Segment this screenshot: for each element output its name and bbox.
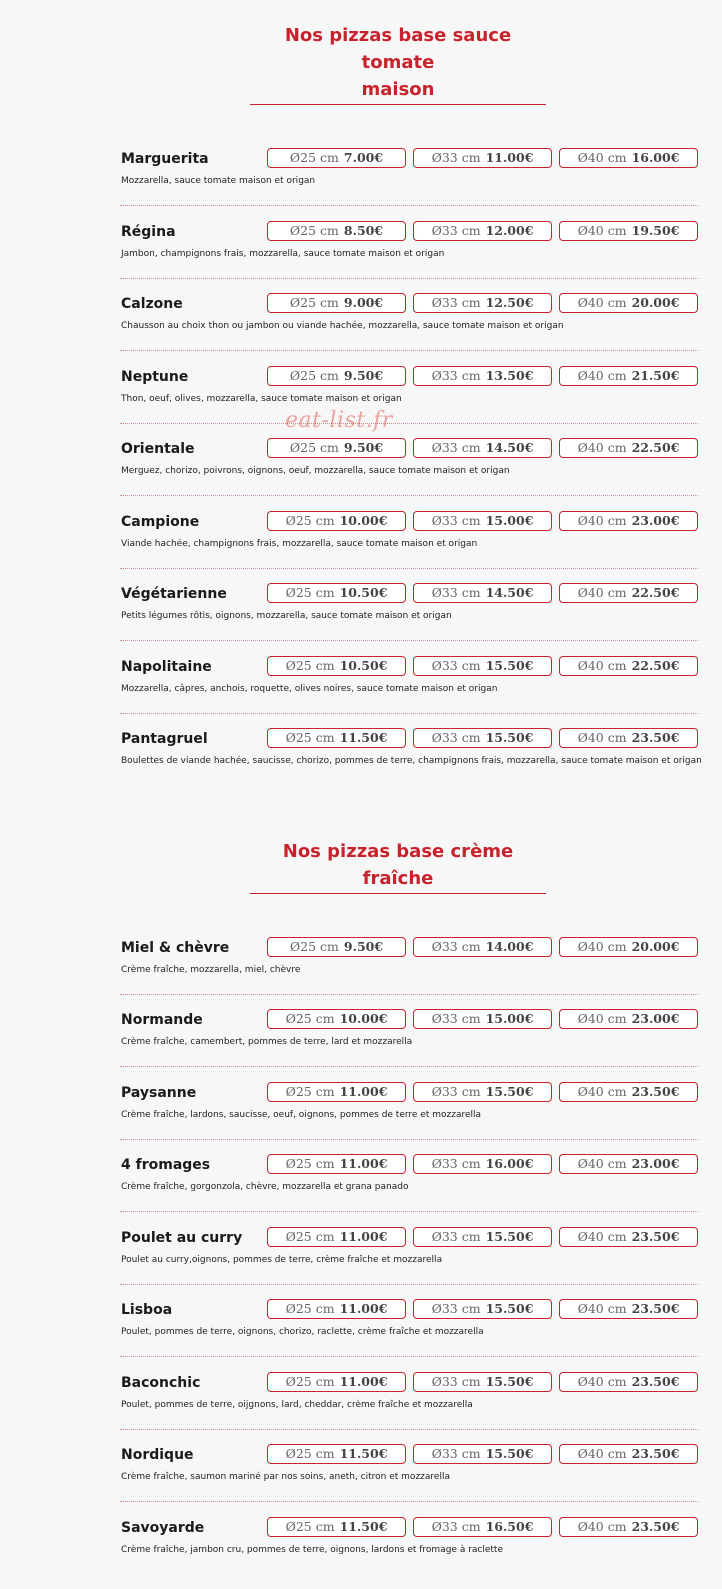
divider bbox=[120, 1211, 698, 1212]
price-amount: 13.50€ bbox=[486, 368, 534, 383]
item-header bbox=[120, 148, 698, 168]
size-label: Ø33 cm bbox=[432, 658, 481, 673]
size-label: Ø40 cm bbox=[578, 1084, 627, 1099]
divider bbox=[120, 994, 698, 995]
pizza-name: Neptune bbox=[121, 367, 188, 387]
price-option[interactable] bbox=[559, 1372, 698, 1392]
price-amount: 23.00€ bbox=[632, 513, 680, 528]
price-option[interactable] bbox=[559, 511, 698, 531]
price-amount: 16.00€ bbox=[632, 150, 680, 165]
price-option[interactable] bbox=[413, 656, 552, 676]
size-label: Ø33 cm bbox=[432, 223, 481, 238]
pizza-name: Normande bbox=[121, 1010, 203, 1030]
pizza-name: Calzone bbox=[121, 294, 183, 314]
pizza-description: Petits légumes rôtis, oignons, mozzarella, sauce tomate maison et origan bbox=[121, 610, 452, 622]
size-label: Ø25 cm bbox=[290, 440, 339, 455]
divider bbox=[120, 640, 698, 641]
price-option[interactable] bbox=[559, 221, 698, 241]
price-option[interactable] bbox=[267, 148, 406, 168]
pizza-description: Crème fraîche, lardons, saucisse, oeuf, oignons, pommes de terre et mozzarella bbox=[121, 1109, 481, 1121]
price-option[interactable] bbox=[267, 1299, 406, 1319]
pizza-description: Merguez, chorizo, poivrons, oignons, oeuf, mozzarella, sauce tomate maison et origan bbox=[121, 465, 510, 477]
divider bbox=[120, 423, 698, 424]
price-option[interactable] bbox=[267, 1444, 406, 1464]
divider bbox=[120, 205, 698, 206]
item-header bbox=[120, 1517, 698, 1537]
pizza-description: Crème fraîche, gorgonzola, chèvre, mozzarella et grana panado bbox=[121, 1181, 408, 1193]
size-label: Ø40 cm bbox=[578, 150, 627, 165]
list-item bbox=[120, 1154, 698, 1227]
pizza-name: Baconchic bbox=[121, 1373, 200, 1393]
price-option[interactable] bbox=[413, 1299, 552, 1319]
price-amount: 23.50€ bbox=[632, 1519, 680, 1534]
pizza-name: 4 fromages bbox=[121, 1155, 210, 1175]
price-option[interactable] bbox=[559, 728, 698, 748]
price-option[interactable] bbox=[267, 366, 406, 386]
price-option[interactable] bbox=[559, 1444, 698, 1464]
watermark-logo: eat-list.fr bbox=[285, 408, 393, 433]
item-header bbox=[120, 1372, 698, 1392]
price-amount: 14.00€ bbox=[486, 939, 534, 954]
price-amount: 14.50€ bbox=[486, 585, 534, 600]
size-label: Ø40 cm bbox=[578, 223, 627, 238]
size-label: Ø25 cm bbox=[286, 1229, 335, 1244]
size-label: Ø40 cm bbox=[578, 368, 627, 383]
price-amount: 19.50€ bbox=[632, 223, 680, 238]
size-label: Ø33 cm bbox=[432, 368, 481, 383]
price-option[interactable] bbox=[267, 937, 406, 957]
pizza-name: Végétarienne bbox=[121, 584, 227, 604]
divider bbox=[120, 350, 698, 351]
price-option[interactable] bbox=[413, 438, 552, 458]
size-label: Ø33 cm bbox=[432, 513, 481, 528]
price-option[interactable] bbox=[559, 1517, 698, 1537]
pizza-name: Lisboa bbox=[121, 1300, 172, 1320]
price-amount: 10.00€ bbox=[340, 1011, 388, 1026]
pizza-name: Campione bbox=[121, 512, 199, 532]
pizza-name: Régina bbox=[121, 222, 176, 242]
price-amount: 11.50€ bbox=[340, 1519, 388, 1534]
pizza-description: Chausson au choix thon ou jambon ou viande hachée, mozzarella, sauce tomate maison et origan bbox=[121, 320, 564, 332]
item-header bbox=[120, 1154, 698, 1174]
divider bbox=[120, 1139, 698, 1140]
pizza-name: Napolitaine bbox=[121, 657, 212, 677]
price-option[interactable] bbox=[267, 1154, 406, 1174]
price-amount: 22.50€ bbox=[632, 658, 680, 673]
list-item bbox=[120, 1517, 698, 1589]
size-label: Ø25 cm bbox=[290, 223, 339, 238]
section-cream bbox=[0, 801, 722, 1589]
item-header bbox=[120, 511, 698, 531]
size-label: Ø25 cm bbox=[286, 1446, 335, 1461]
size-label: Ø25 cm bbox=[286, 1374, 335, 1389]
price-amount: 15.50€ bbox=[486, 1229, 534, 1244]
list-item bbox=[120, 937, 698, 1010]
list-item bbox=[120, 293, 698, 366]
size-label: Ø33 cm bbox=[432, 585, 481, 600]
size-label: Ø25 cm bbox=[286, 1156, 335, 1171]
price-amount: 23.50€ bbox=[632, 1301, 680, 1316]
price-amount: 16.50€ bbox=[486, 1519, 534, 1534]
price-option[interactable] bbox=[267, 1517, 406, 1537]
size-label: Ø25 cm bbox=[290, 368, 339, 383]
list-item bbox=[120, 366, 698, 439]
item-header bbox=[120, 438, 698, 458]
section-title-line2: maison bbox=[250, 76, 546, 103]
size-label: Ø33 cm bbox=[432, 1301, 481, 1316]
item-header bbox=[120, 366, 698, 386]
price-option[interactable] bbox=[413, 1444, 552, 1464]
price-amount: 20.00€ bbox=[632, 939, 680, 954]
price-amount: 15.50€ bbox=[486, 1446, 534, 1461]
size-label: Ø25 cm bbox=[290, 939, 339, 954]
item-header bbox=[120, 1082, 698, 1102]
list-item bbox=[120, 1227, 698, 1300]
size-label: Ø40 cm bbox=[578, 1156, 627, 1171]
price-amount: 23.50€ bbox=[632, 1084, 680, 1099]
size-label: Ø33 cm bbox=[432, 730, 481, 745]
price-amount: 15.00€ bbox=[486, 1011, 534, 1026]
price-amount: 23.50€ bbox=[632, 1374, 680, 1389]
divider bbox=[120, 1501, 698, 1502]
pizza-name: Marguerita bbox=[121, 149, 209, 169]
size-label: Ø40 cm bbox=[578, 1229, 627, 1244]
price-amount: 10.00€ bbox=[340, 513, 388, 528]
price-option[interactable] bbox=[413, 728, 552, 748]
size-label: Ø40 cm bbox=[578, 513, 627, 528]
price-option[interactable] bbox=[413, 221, 552, 241]
item-header bbox=[120, 1227, 698, 1247]
pizza-description: Viande hachée, champignons frais, mozzarella, sauce tomate maison et origan bbox=[121, 538, 477, 550]
price-option[interactable] bbox=[413, 293, 552, 313]
pizza-description: Crème fraîche, mozzarella, miel, chèvre bbox=[121, 964, 300, 976]
price-option[interactable] bbox=[413, 366, 552, 386]
pizza-name: Orientale bbox=[121, 439, 195, 459]
price-option[interactable] bbox=[413, 583, 552, 603]
size-label: Ø33 cm bbox=[432, 1519, 481, 1534]
section-title-line1: Nos pizzas base sauce tomate bbox=[250, 22, 546, 76]
price-amount: 15.50€ bbox=[486, 1084, 534, 1099]
price-option[interactable] bbox=[559, 148, 698, 168]
size-label: Ø33 cm bbox=[432, 1156, 481, 1171]
price-option[interactable] bbox=[267, 438, 406, 458]
size-label: Ø33 cm bbox=[432, 295, 481, 310]
pizza-description: Crème fraîche, camembert, pommes de terre, lard et mozzarella bbox=[121, 1036, 412, 1048]
size-label: Ø40 cm bbox=[578, 939, 627, 954]
price-amount: 12.50€ bbox=[486, 295, 534, 310]
item-header bbox=[120, 728, 698, 748]
price-option[interactable] bbox=[413, 1517, 552, 1537]
size-label: Ø25 cm bbox=[286, 658, 335, 673]
pizza-name: Pantagruel bbox=[121, 729, 208, 749]
price-option[interactable] bbox=[559, 1154, 698, 1174]
price-amount: 10.50€ bbox=[340, 585, 388, 600]
size-label: Ø40 cm bbox=[578, 1519, 627, 1534]
size-label: Ø40 cm bbox=[578, 1011, 627, 1026]
item-header bbox=[120, 1444, 698, 1464]
price-amount: 15.50€ bbox=[486, 658, 534, 673]
price-option[interactable] bbox=[267, 583, 406, 603]
size-label: Ø40 cm bbox=[578, 295, 627, 310]
price-option[interactable] bbox=[559, 1227, 698, 1247]
price-option[interactable] bbox=[267, 656, 406, 676]
item-header bbox=[120, 221, 698, 241]
pizza-description: Crème fraîche, jambon cru, pommes de terre, oignons, lardons et fromage à raclette bbox=[121, 1544, 503, 1556]
pizza-description: Poulet au curry,oignons, pommes de terre, crème fraîche et mozzarella bbox=[121, 1254, 442, 1266]
divider bbox=[120, 1284, 698, 1285]
section-title bbox=[250, 22, 546, 105]
pizza-description: Poulet, pommes de terre, oignons, chorizo, raclette, crème fraîche et mozzarella bbox=[121, 1326, 484, 1338]
divider bbox=[120, 1066, 698, 1067]
pizza-name: Poulet au curry bbox=[121, 1228, 242, 1248]
price-option[interactable] bbox=[559, 293, 698, 313]
size-label: Ø40 cm bbox=[578, 730, 627, 745]
price-option[interactable] bbox=[413, 1227, 552, 1247]
pizza-name: Paysanne bbox=[121, 1083, 196, 1103]
price-amount: 8.50€ bbox=[344, 223, 383, 238]
price-option[interactable] bbox=[267, 1227, 406, 1247]
price-option[interactable] bbox=[559, 1299, 698, 1319]
price-amount: 16.00€ bbox=[486, 1156, 534, 1171]
divider bbox=[120, 495, 698, 496]
price-option[interactable] bbox=[559, 366, 698, 386]
size-label: Ø40 cm bbox=[578, 1374, 627, 1389]
item-header bbox=[120, 656, 698, 676]
list-item bbox=[120, 656, 698, 729]
size-label: Ø40 cm bbox=[578, 585, 627, 600]
price-amount: 14.50€ bbox=[486, 440, 534, 455]
pizza-description: Mozzarella, sauce tomate maison et origan bbox=[121, 175, 315, 187]
pizza-description: Boulettes de viande hachée, saucisse, chorizo, pommes de terre, champignons frais, mozzarella, sauce tomate maison et origan bbox=[121, 755, 702, 767]
divider bbox=[120, 568, 698, 569]
list-item bbox=[120, 1444, 698, 1517]
price-amount: 23.00€ bbox=[632, 1156, 680, 1171]
list-item bbox=[120, 511, 698, 584]
size-label: Ø40 cm bbox=[578, 658, 627, 673]
price-amount: 22.50€ bbox=[632, 440, 680, 455]
price-amount: 23.50€ bbox=[632, 730, 680, 745]
size-label: Ø25 cm bbox=[286, 513, 335, 528]
size-label: Ø25 cm bbox=[286, 1301, 335, 1316]
size-label: Ø25 cm bbox=[286, 1084, 335, 1099]
price-option[interactable] bbox=[413, 1372, 552, 1392]
size-label: Ø25 cm bbox=[286, 1011, 335, 1026]
price-amount: 23.50€ bbox=[632, 1229, 680, 1244]
divider bbox=[120, 1429, 698, 1430]
item-header bbox=[120, 583, 698, 603]
price-amount: 11.00€ bbox=[340, 1229, 388, 1244]
item-header bbox=[120, 937, 698, 957]
price-amount: 15.50€ bbox=[486, 730, 534, 745]
size-label: Ø40 cm bbox=[578, 440, 627, 455]
list-item bbox=[120, 728, 698, 801]
item-header bbox=[120, 1009, 698, 1029]
price-option[interactable] bbox=[267, 293, 406, 313]
list-item bbox=[120, 1082, 698, 1155]
price-option[interactable] bbox=[413, 1154, 552, 1174]
pizza-description: Thon, oeuf, olives, mozzarella, sauce tomate maison et origan bbox=[121, 393, 402, 405]
price-amount: 11.00€ bbox=[340, 1084, 388, 1099]
size-label: Ø33 cm bbox=[432, 1229, 481, 1244]
size-label: Ø40 cm bbox=[578, 1301, 627, 1316]
size-label: Ø33 cm bbox=[432, 1084, 481, 1099]
price-option[interactable] bbox=[559, 583, 698, 603]
price-option[interactable] bbox=[559, 937, 698, 957]
price-amount: 23.00€ bbox=[632, 1011, 680, 1026]
price-amount: 15.50€ bbox=[486, 1301, 534, 1316]
price-amount: 11.50€ bbox=[340, 1446, 388, 1461]
size-label: Ø33 cm bbox=[432, 1446, 481, 1461]
size-label: Ø33 cm bbox=[432, 440, 481, 455]
price-option[interactable] bbox=[267, 1082, 406, 1102]
price-option[interactable] bbox=[267, 728, 406, 748]
pizza-name: Savoyarde bbox=[121, 1518, 204, 1538]
pizza-list bbox=[120, 148, 698, 801]
price-amount: 15.00€ bbox=[486, 513, 534, 528]
pizza-description: Poulet, pommes de terre, oijgnons, lard, cheddar, crème fraîche et mozzarella bbox=[121, 1399, 473, 1411]
price-amount: 15.50€ bbox=[486, 1374, 534, 1389]
price-option[interactable] bbox=[413, 937, 552, 957]
price-option[interactable] bbox=[559, 656, 698, 676]
pizza-name: Nordique bbox=[121, 1445, 194, 1465]
price-amount: 9.50€ bbox=[344, 440, 383, 455]
size-label: Ø25 cm bbox=[290, 150, 339, 165]
list-item bbox=[120, 1372, 698, 1445]
item-header bbox=[120, 293, 698, 313]
price-option[interactable] bbox=[413, 511, 552, 531]
price-option[interactable] bbox=[413, 148, 552, 168]
price-amount: 7.00€ bbox=[344, 150, 383, 165]
price-amount: 11.00€ bbox=[340, 1301, 388, 1316]
divider bbox=[120, 713, 698, 714]
item-header bbox=[120, 1299, 698, 1319]
pizza-description: Mozzarella, câpres, anchois, roquette, olives noires, sauce tomate maison et origan bbox=[121, 683, 497, 695]
size-label: Ø40 cm bbox=[578, 1446, 627, 1461]
price-option[interactable] bbox=[267, 221, 406, 241]
price-amount: 11.00€ bbox=[340, 1374, 388, 1389]
size-label: Ø33 cm bbox=[432, 1374, 481, 1389]
size-label: Ø33 cm bbox=[432, 939, 481, 954]
pizza-description: Jambon, champignons frais, mozzarella, sauce tomate maison et origan bbox=[121, 248, 444, 260]
price-amount: 11.00€ bbox=[486, 150, 534, 165]
size-label: Ø33 cm bbox=[432, 1011, 481, 1026]
price-amount: 9.50€ bbox=[344, 939, 383, 954]
pizza-name: Miel & chèvre bbox=[121, 938, 229, 958]
size-label: Ø25 cm bbox=[286, 730, 335, 745]
price-amount: 11.00€ bbox=[340, 1156, 388, 1171]
size-label: Ø25 cm bbox=[286, 585, 335, 600]
price-option[interactable] bbox=[559, 438, 698, 458]
price-amount: 12.00€ bbox=[486, 223, 534, 238]
size-label: Ø33 cm bbox=[432, 150, 481, 165]
price-option[interactable] bbox=[267, 1009, 406, 1029]
price-option[interactable] bbox=[559, 1009, 698, 1029]
list-item bbox=[120, 438, 698, 511]
section-title bbox=[250, 838, 546, 894]
price-amount: 20.00€ bbox=[632, 295, 680, 310]
pizza-description: Crème fraîche, saumon mariné par nos soins, aneth, citron et mozzarella bbox=[121, 1471, 450, 1483]
price-amount: 10.50€ bbox=[340, 658, 388, 673]
list-item bbox=[120, 221, 698, 294]
divider bbox=[120, 1356, 698, 1357]
size-label: Ø25 cm bbox=[290, 295, 339, 310]
price-amount: 22.50€ bbox=[632, 585, 680, 600]
price-amount: 11.50€ bbox=[340, 730, 388, 745]
price-amount: 21.50€ bbox=[632, 368, 680, 383]
price-option[interactable] bbox=[413, 1009, 552, 1029]
price-option[interactable] bbox=[267, 1372, 406, 1392]
list-item bbox=[120, 1009, 698, 1082]
divider bbox=[120, 278, 698, 279]
list-item bbox=[120, 583, 698, 656]
list-item bbox=[120, 148, 698, 221]
list-item bbox=[120, 1299, 698, 1372]
size-label: Ø25 cm bbox=[286, 1519, 335, 1534]
price-amount: 9.50€ bbox=[344, 368, 383, 383]
price-option[interactable] bbox=[559, 1082, 698, 1102]
price-option[interactable] bbox=[267, 511, 406, 531]
price-option[interactable] bbox=[413, 1082, 552, 1102]
section-title-line1: Nos pizzas base crème fraîche bbox=[250, 838, 546, 892]
price-amount: 9.00€ bbox=[344, 295, 383, 310]
pizza-list bbox=[120, 937, 698, 1589]
price-amount: 23.50€ bbox=[632, 1446, 680, 1461]
